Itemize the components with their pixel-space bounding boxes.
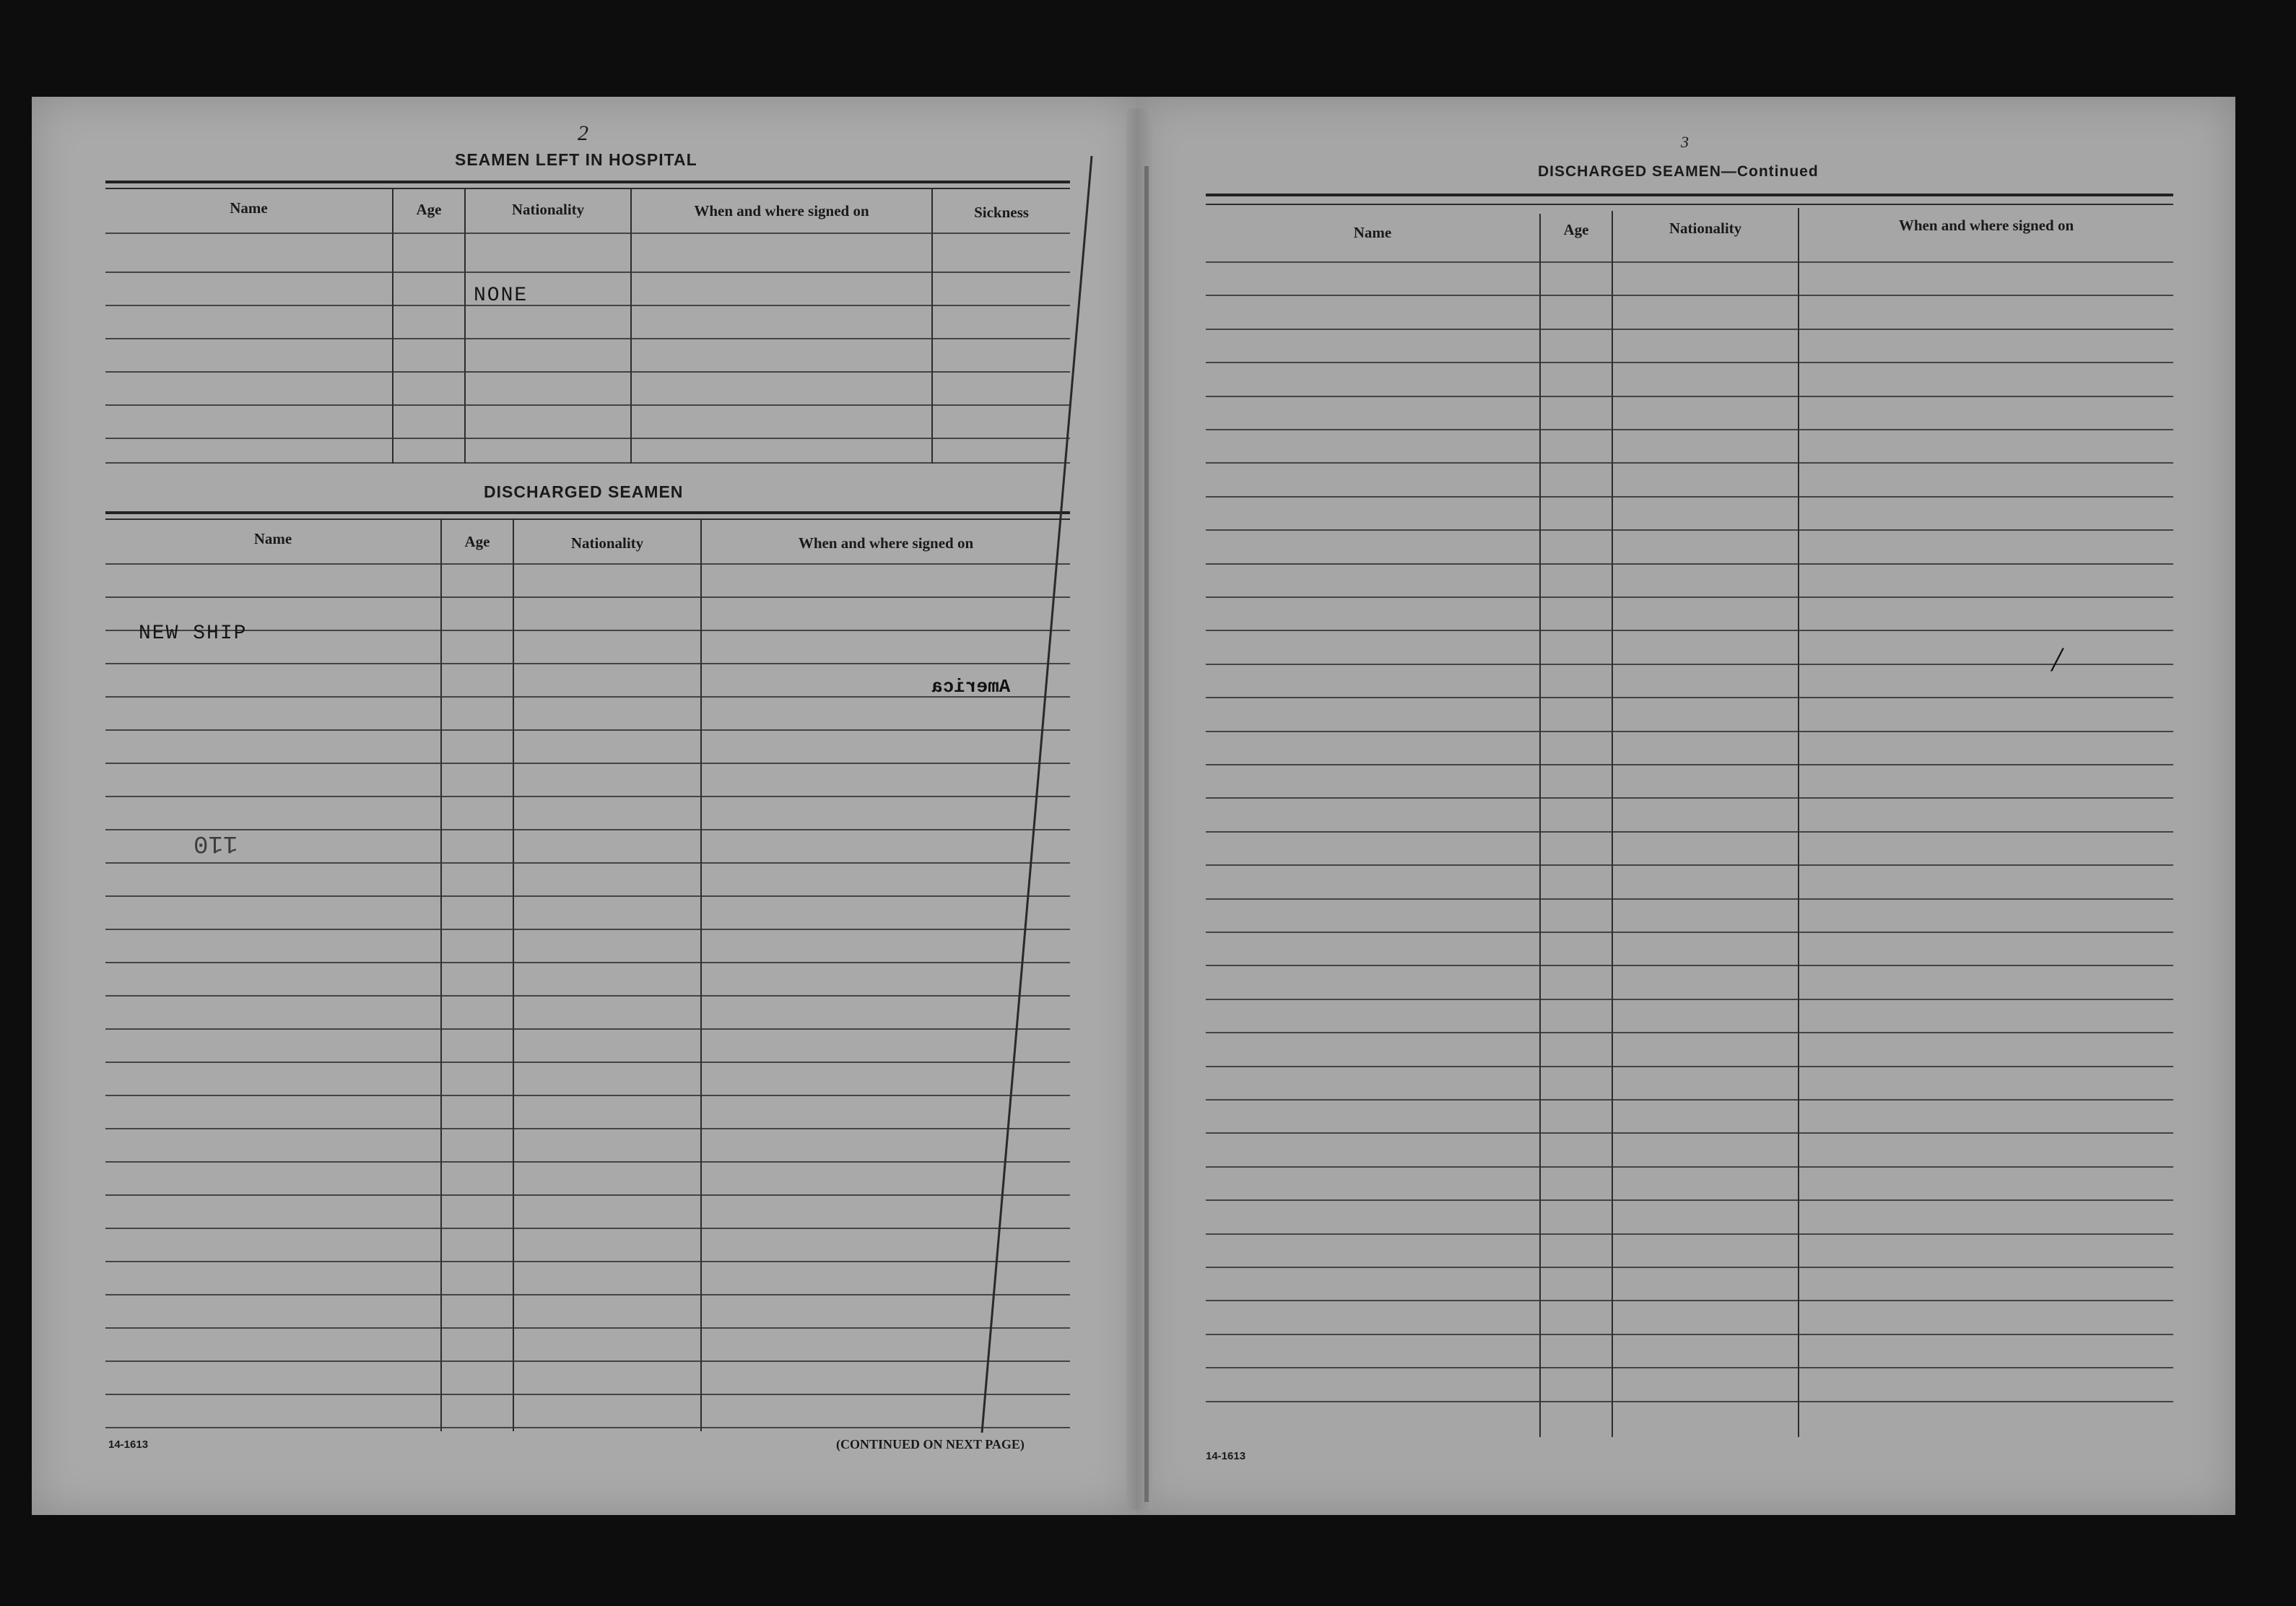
continued-footer: (CONTINUED ON NEXT PAGE)	[836, 1437, 1025, 1451]
discharged-header-signed-on: When and where signed on	[798, 534, 974, 552]
discharged-header-name: Name	[253, 530, 292, 547]
hospital-nationality-entry: NONE	[474, 285, 529, 307]
inverted-number: 110	[193, 829, 238, 856]
handwritten-mark: /	[2052, 641, 2062, 679]
right-section-title: DISCHARGED SEAMEN—Continued	[1538, 163, 1819, 180]
hospital-header-signed-on: When and where signed on	[694, 202, 869, 220]
hospital-header-sickness: Sickness	[974, 204, 1029, 221]
discharged-header-age: Age	[464, 533, 490, 550]
right-header-name: Name	[1353, 224, 1392, 241]
right-header-signed-on: When and where signed on	[1898, 217, 2074, 234]
crease-diagonal	[982, 156, 1092, 1433]
hospital-header-name: Name	[230, 199, 268, 217]
hospital-section-title: SEAMEN LEFT IN HOSPITAL	[455, 150, 697, 169]
hospital-header-nationality: Nationality	[511, 201, 585, 218]
hospital-header-age: Age	[416, 201, 442, 218]
discharged-section-title: DISCHARGED SEAMEN	[484, 482, 684, 501]
right-form-number: 14-1613	[1206, 1450, 1246, 1462]
discharged-header-nationality: Nationality	[570, 534, 644, 552]
right-header-nationality: Nationality	[1669, 220, 1742, 237]
right-header-age: Age	[1563, 221, 1589, 238]
left-page-number: 2	[578, 121, 588, 145]
left-form-number: 14-1613	[108, 1438, 149, 1451]
reversed-stamp-text: America	[931, 676, 1011, 698]
right-page-number: 3	[1681, 133, 1689, 151]
discharged-name-entry: NEW SHIP	[139, 622, 248, 645]
